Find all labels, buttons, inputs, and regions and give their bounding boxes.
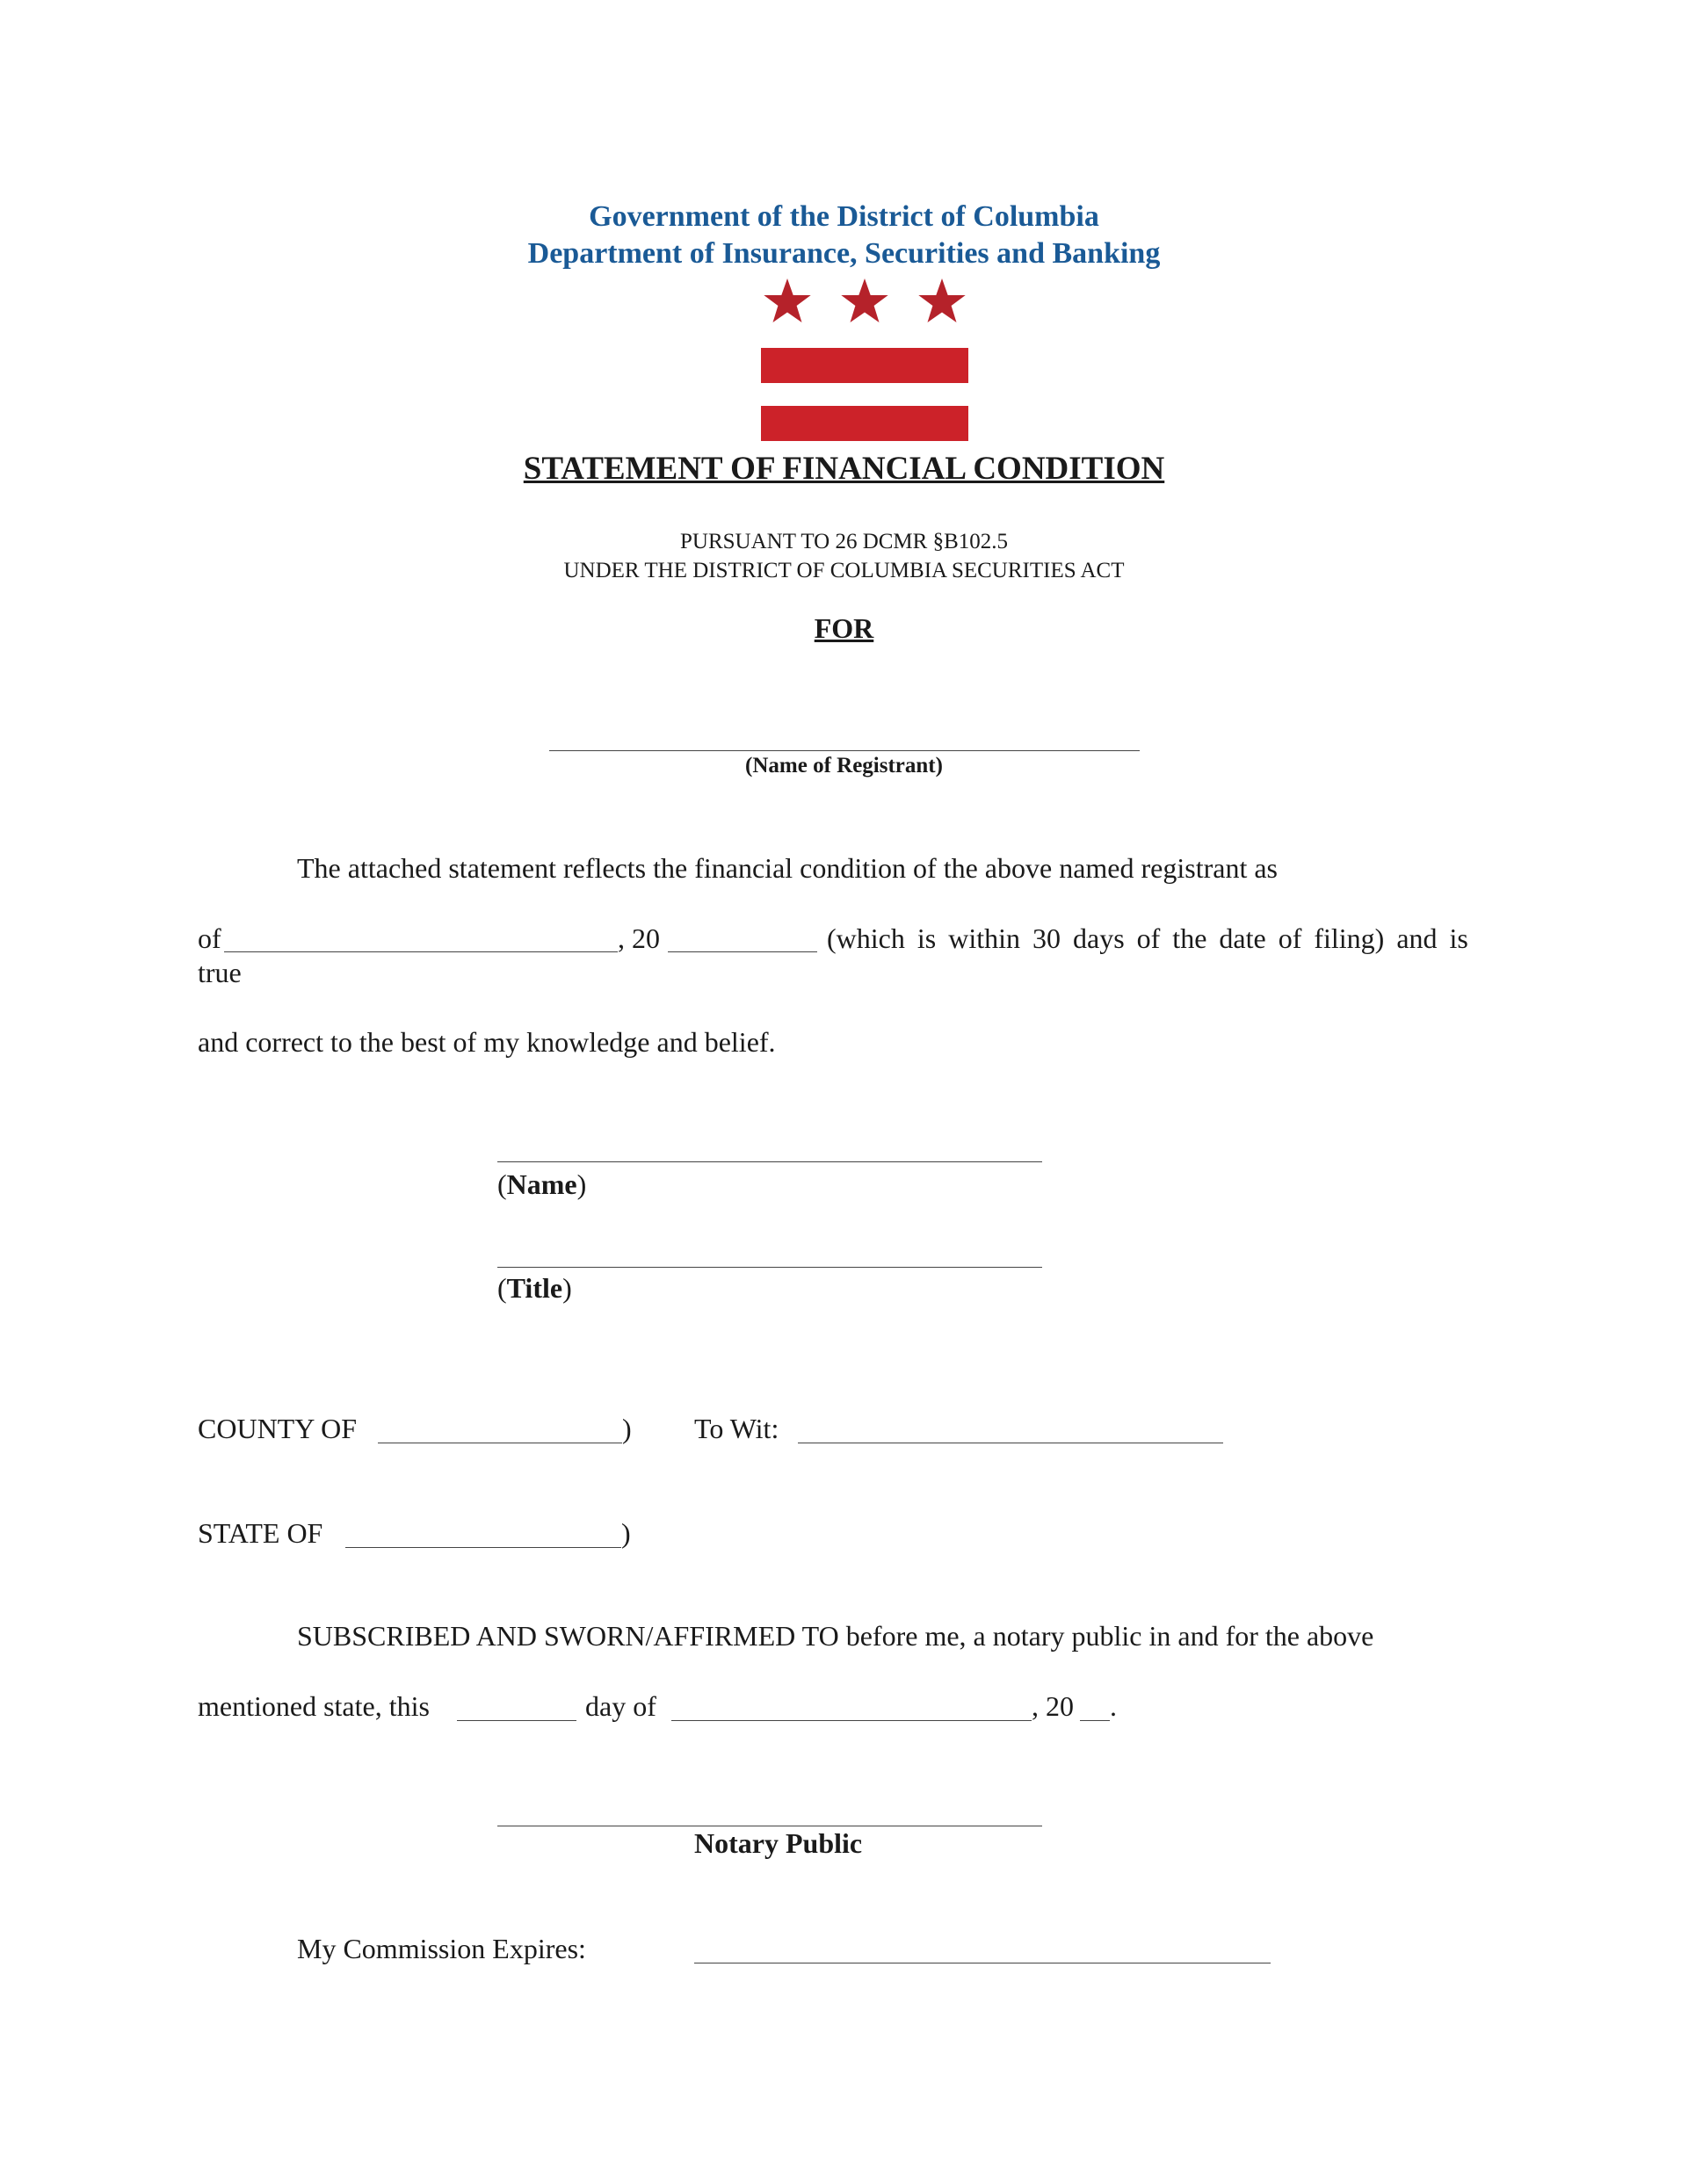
signer-name-label: (Name): [497, 1168, 587, 1200]
agency-department-line: Department of Insurance, Securities and Banking: [527, 237, 1161, 270]
state-field[interactable]: [345, 1547, 621, 1548]
oath-line-2-period: .: [1110, 1690, 1117, 1722]
signer-name-field[interactable]: [497, 1161, 1042, 1162]
notary-public-label: Notary Public: [694, 1827, 863, 1859]
agency-government-line: Government of the District of Columbia: [589, 200, 1099, 233]
oath-line-1: SUBSCRIBED AND SWORN/AFFIRMED TO before me, a notary public in and for the above: [297, 1620, 1374, 1652]
statement-line-1: The attached statement reflects the financial condition of the above named registrant as: [297, 852, 1278, 884]
oath-day-field[interactable]: [457, 1720, 576, 1721]
pursuant-line-2: UNDER THE DISTRICT OF COLUMBIA SECURITIES ACT: [563, 559, 1125, 582]
statement-within: (which is within 30 days of the date of filing) and is: [827, 922, 1468, 954]
to-wit-label: To Wit:: [694, 1413, 779, 1444]
statement-line-3: and correct to the best of my knowledge and belief.: [198, 1026, 776, 1058]
page-title: STATEMENT OF FINANCIAL CONDITION: [523, 451, 1165, 487]
state-close-paren: ): [621, 1517, 631, 1549]
registrant-name-field[interactable]: [549, 750, 1140, 751]
statement-true-word: true: [198, 957, 242, 988]
flag-stripe-top: [761, 348, 968, 383]
registrant-name-label: (Name of Registrant): [745, 754, 943, 777]
county-label: COUNTY OF: [198, 1413, 358, 1444]
signer-title-field[interactable]: [497, 1267, 1042, 1268]
year-field[interactable]: [668, 951, 817, 952]
flag-stripe-bottom: [761, 406, 968, 441]
signer-title-label: (Title): [497, 1272, 572, 1304]
oath-line-2-mentioned: mentioned state, this: [198, 1690, 430, 1722]
oath-line-2-day-of: day of: [585, 1690, 656, 1722]
statement-comma-year: , 20: [618, 922, 660, 954]
commission-expires-label: My Commission Expires:: [297, 1933, 586, 1964]
stars-icon: [761, 277, 968, 329]
county-close-paren: ): [622, 1413, 632, 1444]
oath-line-2-year: , 20: [1032, 1690, 1074, 1722]
oath-year-field[interactable]: [1080, 1720, 1110, 1721]
statement-of-prefix: of: [198, 922, 221, 954]
oath-month-field[interactable]: [671, 1720, 1032, 1721]
state-label: STATE OF: [198, 1517, 323, 1549]
pursuant-line-1: PURSUANT TO 26 DCMR §B102.5: [680, 530, 1008, 553]
for-label: FOR: [814, 612, 874, 644]
as-of-date-field[interactable]: [224, 951, 618, 952]
